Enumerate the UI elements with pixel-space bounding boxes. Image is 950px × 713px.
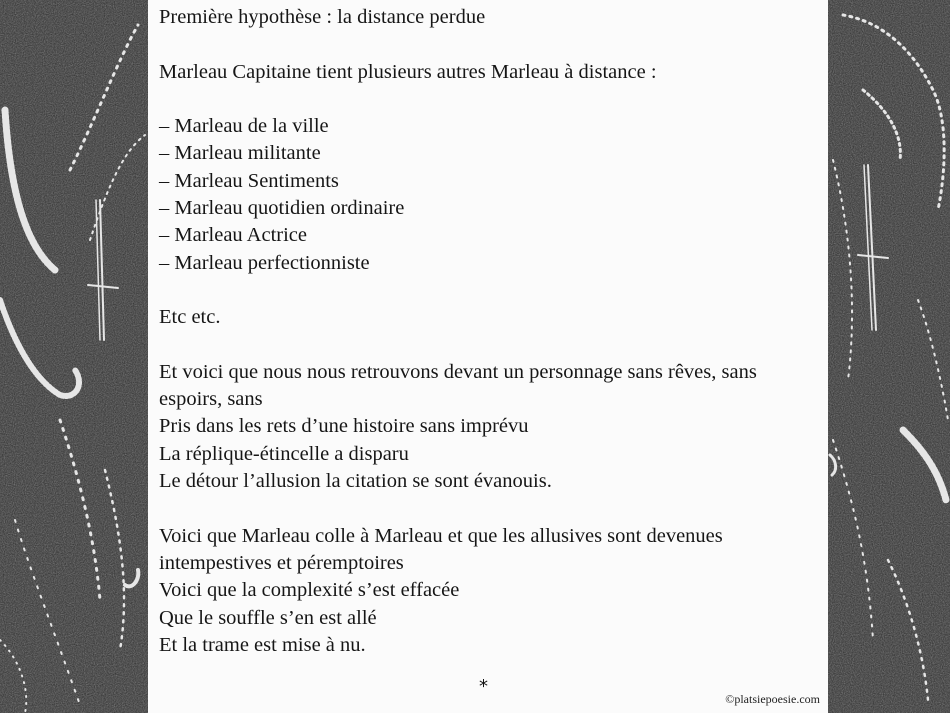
- list-item: – Marleau perfectionniste: [159, 251, 370, 274]
- list-item: – Marleau quotidien ordinaire: [159, 197, 405, 220]
- list-item: – Marleau militante: [159, 142, 321, 165]
- list-item: – Marleau Actrice: [159, 224, 307, 247]
- paragraph-line: Et voici que nous nous retrouvons devant un personnage sans rêves, sans: [159, 360, 757, 383]
- heading: Première hypothèse : la distance perdue: [159, 6, 486, 28]
- list-item: – Marleau Sentiments: [159, 169, 339, 192]
- chalk-swirl-left-icon: [0, 0, 148, 713]
- chalk-swirl-right-icon: [828, 0, 950, 713]
- intro-line: Marleau Capitaine tient plusieurs autres Marleau à distance :: [159, 60, 657, 83]
- etc-line: Etc etc.: [159, 306, 221, 329]
- paragraph-line: Que le souffle s’en est allé: [159, 606, 377, 629]
- poem-text: [159, 4, 819, 659]
- left-decorative-border: [0, 0, 148, 713]
- paragraph-line: Et la trame est mise à nu.: [159, 633, 366, 656]
- paragraph-line: Voici que Marleau colle à Marleau et que les allusives sont devenues: [159, 524, 723, 547]
- paragraph-line: Le détour l’allusion la citation se sont évanouis.: [159, 470, 552, 493]
- separator-asterisk: *: [479, 676, 488, 697]
- paragraph-line: espoirs, sans: [159, 388, 263, 411]
- list-item: – Marleau de la ville: [159, 115, 329, 138]
- paragraph-line: intempestives et péremptoires: [159, 551, 404, 574]
- paragraph-line: Pris dans les rets d’une histoire sans imprévu: [159, 415, 529, 438]
- paper-page: [148, 0, 828, 713]
- right-decorative-border: [828, 0, 950, 713]
- copyright-notice: ©platsiepoesie.com: [725, 692, 820, 706]
- paragraph-line: La réplique-étincelle a disparu: [159, 442, 409, 465]
- paragraph-line: Voici que la complexité s’est effacée: [159, 579, 460, 602]
